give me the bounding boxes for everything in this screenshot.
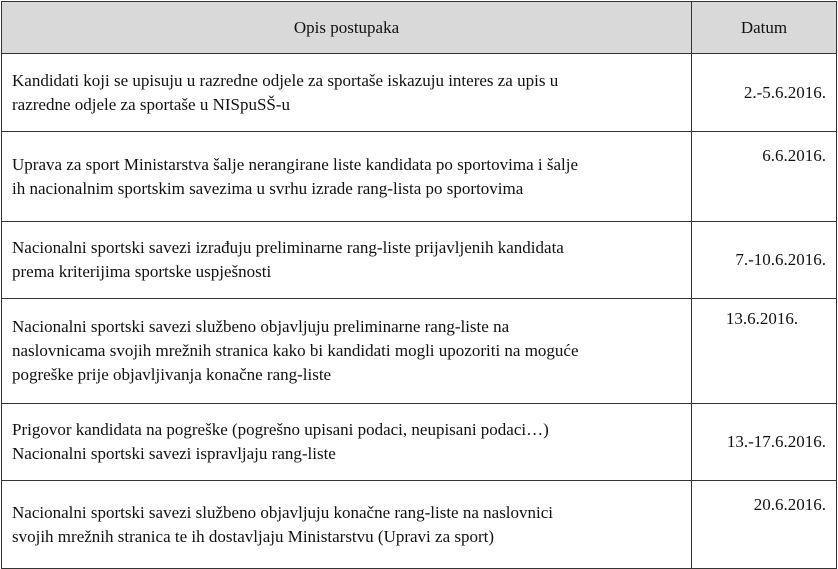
row-description bbox=[2, 404, 692, 481]
description-line: Nacionalni sportski savezi službeno objavljuju konačne rang-liste na naslovnici bbox=[12, 502, 554, 522]
description-line: Uprava za sport Ministarstva šalje nerangirane liste kandidata po sportovima i šalje bbox=[12, 154, 579, 174]
row-date: 6.6.2016. bbox=[692, 132, 837, 222]
description-line: prema kriterijima sportske uspješnosti bbox=[12, 262, 272, 281]
row-date: 13.6.2016. bbox=[692, 299, 837, 404]
description-line: Kandidati koji se upisuju u razredne odjele za sportaše iskazuju interes za upis u bbox=[12, 70, 559, 90]
table-header-row bbox=[2, 2, 837, 54]
table-row bbox=[2, 132, 837, 222]
row-description bbox=[2, 481, 692, 569]
description-line: Nacionalni sportski savezi izrađuju preliminarne rang-liste prijavljenih kandidata bbox=[12, 238, 564, 257]
description-line: pogreške prije objavljivanja konačne rang-liste bbox=[12, 365, 332, 384]
table-row bbox=[2, 299, 837, 404]
row-description bbox=[2, 132, 692, 222]
row-description bbox=[2, 299, 692, 404]
header-description: Opis postupaka bbox=[2, 2, 692, 54]
table-row bbox=[2, 404, 837, 481]
row-date: 13.-17.6.2016. bbox=[692, 404, 837, 481]
description-line: Prigovor kandidata na pogreške (pogrešno upisani podaci, neupisani podaci…) bbox=[12, 420, 549, 439]
table-row bbox=[2, 222, 837, 299]
description-line: Nacionalni sportski savezi službeno objavljuju preliminarne rang-liste na bbox=[12, 317, 510, 336]
description-line: ih nacionalnim sportskim savezima u svrhu izrade rang-lista po sportovima bbox=[12, 178, 524, 198]
row-date: 2.-5.6.2016. bbox=[692, 54, 837, 132]
row-description bbox=[2, 54, 692, 132]
row-date: 20.6.2016. bbox=[692, 481, 837, 569]
description-line: svojih mrežnih stranica te ih dostavljaju Ministarstvu (Upravi za sport) bbox=[12, 526, 495, 546]
row-date: 7.-10.6.2016. bbox=[692, 222, 837, 299]
description-line: naslovnicama svojih mrežnih stranica kako bi kandidati mogli upozoriti na moguće bbox=[12, 341, 579, 360]
table-row bbox=[2, 481, 837, 569]
description-line: Nacionalni sportski savezi ispravljaju rang-liste bbox=[12, 444, 336, 463]
table-row bbox=[2, 54, 837, 132]
description-line: razredne odjele za sportaše u NISpuSŠ-u bbox=[12, 94, 291, 114]
row-description bbox=[2, 222, 692, 299]
header-date: Datum bbox=[692, 2, 837, 54]
schedule-table bbox=[1, 1, 837, 569]
